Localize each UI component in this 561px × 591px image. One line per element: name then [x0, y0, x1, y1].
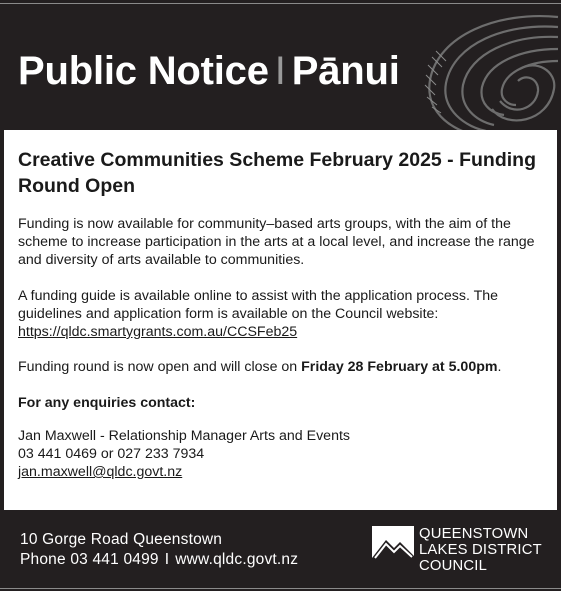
contact-block	[18, 427, 543, 481]
top-rule	[0, 3, 561, 4]
logo-line-1: QUEENSTOWN	[419, 526, 529, 542]
footer-address	[20, 530, 298, 570]
title-separator: I	[274, 49, 286, 93]
header-banner	[0, 5, 561, 130]
title-panui: Pānui	[291, 49, 400, 93]
bottom-rule	[0, 588, 561, 589]
phone-website-line	[20, 550, 298, 570]
contact-phones: 03 441 0469 or 027 233 7934	[18, 446, 205, 462]
smartygrants-link[interactable]: https://qldc.smartygrants.com.au/CCSFeb25	[18, 324, 298, 340]
title-public-notice: Public Notice	[18, 49, 269, 93]
logo-wordmark	[419, 526, 542, 574]
deadline-suffix: .	[497, 359, 502, 375]
deadline-date: Friday 28 February at 5.00pm	[301, 359, 498, 375]
logo-line-2: LAKES DISTRICT	[419, 542, 542, 558]
page-title	[18, 49, 400, 94]
contact-email-link[interactable]: jan.maxwell@qldc.govt.nz	[18, 464, 183, 480]
enquiries-heading: For any enquiries contact:	[18, 395, 196, 411]
footer-phone: Phone 03 441 0499	[20, 551, 159, 568]
notice-panel	[4, 130, 557, 510]
koru-spiral-icon	[408, 5, 561, 130]
mountain-logo-icon	[372, 526, 414, 570]
notice-paragraph-guide	[18, 287, 543, 341]
footer-separator: I	[164, 551, 170, 568]
guide-text: A funding guide is available online to assist with the application process. The guidelines and application form is available on the Council website:	[18, 288, 499, 322]
notice-title: Creative Communities Scheme February 2025 - Funding Round Open	[18, 149, 536, 197]
logo-line-3: COUNCIL	[419, 558, 487, 574]
footer-website[interactable]: www.qldc.govt.nz	[175, 551, 299, 568]
address-line: 10 Gorge Road Queenstown	[20, 531, 223, 548]
qldc-logo	[372, 526, 552, 574]
deadline-prefix: Funding round is now open and will close on	[18, 359, 302, 375]
notice-paragraph-funding: Funding is now available for community–based arts groups, with the aim of the scheme to increase participation in the arts at a local level, and increase the range and diversity of arts available to communities.	[18, 216, 535, 268]
contact-name: Jan Maxwell - Relationship Manager Arts and Events	[18, 428, 350, 444]
notice-paragraph-deadline	[18, 358, 543, 376]
